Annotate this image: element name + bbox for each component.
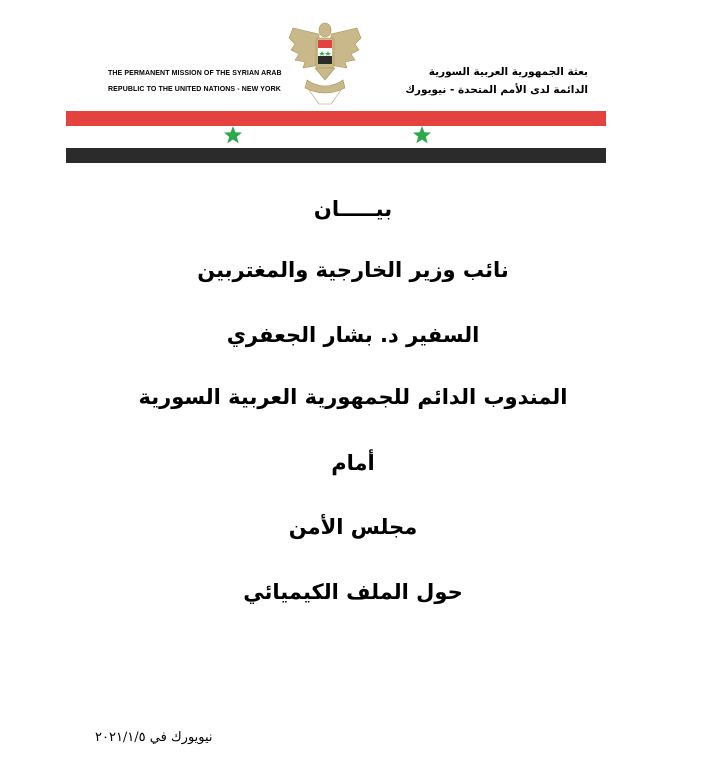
speaker-name: السفير د. بشار الجعفري	[226, 323, 480, 347]
flag-red-band	[66, 111, 606, 126]
mission-name-english-line-2: REPUBLIC TO THE UNITED NATIONS - NEW YORK	[108, 86, 281, 93]
before-label: أمام	[331, 451, 375, 475]
flag-black-band	[66, 148, 606, 163]
mission-name-english	[108, 66, 308, 98]
letterhead	[0, 0, 706, 170]
flag-white-band	[66, 126, 606, 148]
council-name: مجلس الأمن	[288, 515, 418, 539]
statement-subject: حول الملف الكيميائي	[243, 580, 463, 604]
syrian-eagle-emblem-icon	[285, 18, 365, 108]
speaker-role: المندوب الدائم للجمهورية العربية السورية	[138, 385, 568, 409]
speaker-position: نائب وزير الخارجية والمغتربين	[197, 258, 509, 282]
syrian-flag-banner	[66, 111, 606, 163]
green-star-icon	[412, 125, 432, 145]
mission-name-english-line-1: THE PERMANENT MISSION OF THE SYRIAN ARAB	[108, 70, 282, 77]
statement-title: بيـــــان	[313, 197, 393, 221]
green-star-icon	[223, 125, 243, 145]
mission-name-arabic-line-1: بعثة الجمهورية العربية السورية	[428, 66, 588, 78]
mission-name-arabic-line-2: الدائمة لدى الأمم المتحدة - نيويورك	[405, 84, 588, 96]
place-and-date: نيويورك في ٢٠٢١/١/٥	[95, 730, 213, 745]
mission-name-arabic	[368, 63, 588, 99]
